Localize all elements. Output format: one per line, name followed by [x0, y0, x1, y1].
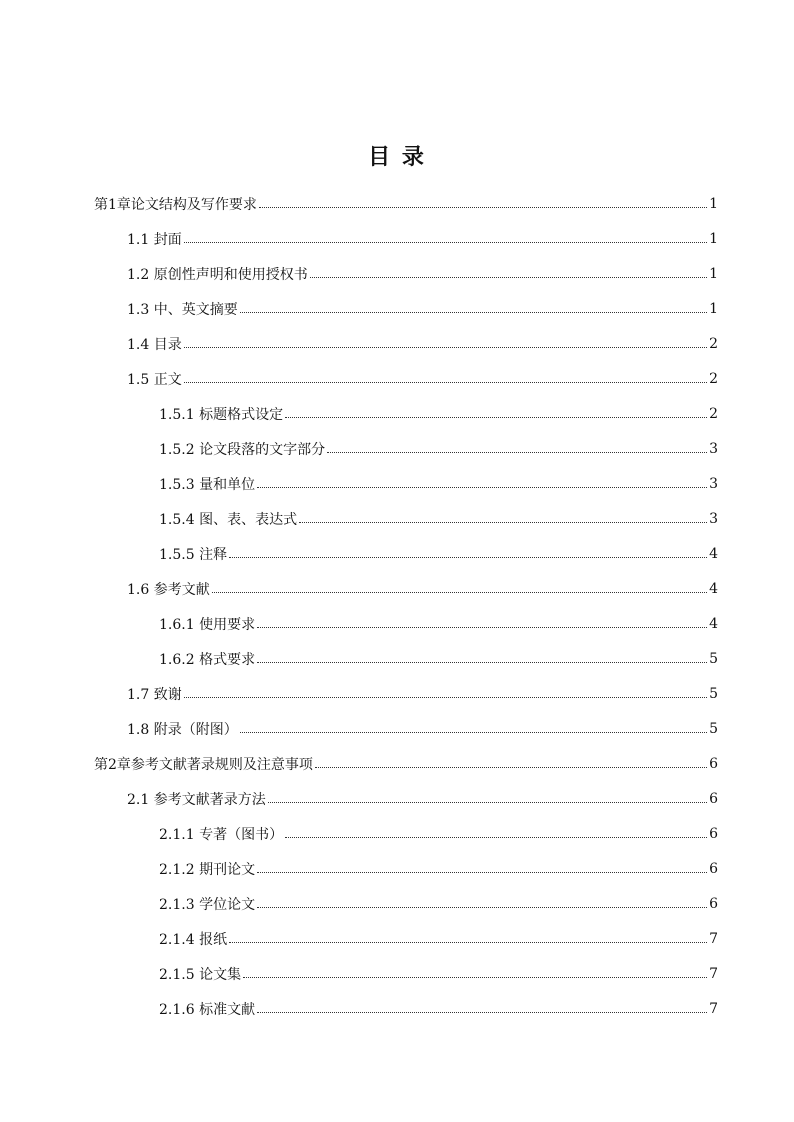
toc-entry-title: 2.1 参考文献著录方法: [127, 791, 266, 808]
toc-entry-title: 第2章参考文献著录规则及注意事项: [94, 756, 313, 773]
toc-entry-page-number: 1: [709, 230, 718, 247]
toc-entry-title: 1.5.5 注释: [159, 546, 228, 563]
toc-entry-title: 2.1.6 标准文献: [159, 1001, 256, 1018]
toc-entry-page-number: 6: [709, 825, 718, 842]
toc-entry[interactable]: [159, 956, 718, 991]
toc-entry-title: 2.1.1 专著（图书）: [159, 826, 284, 843]
toc-dot-leader: [229, 942, 707, 943]
toc-entry-title: 1.6.1 使用要求: [159, 616, 256, 633]
toc-entry[interactable]: [127, 781, 718, 816]
toc-dot-leader: [184, 242, 707, 243]
toc-entry[interactable]: [159, 466, 718, 501]
toc-dot-leader: [259, 207, 707, 208]
toc-entry-title: 2.1.5 论文集: [159, 966, 242, 983]
toc-entry[interactable]: [159, 886, 718, 921]
toc-entry[interactable]: [159, 501, 718, 536]
toc-entry-title: 1.6.2 格式要求: [159, 651, 256, 668]
toc-dot-leader: [257, 627, 707, 628]
toc-dot-leader: [257, 907, 707, 908]
toc-entry[interactable]: [127, 676, 718, 711]
toc-entry-page-number: 2: [709, 405, 718, 422]
toc-dot-leader: [315, 767, 707, 768]
toc-entry[interactable]: [94, 186, 718, 221]
toc-entry-page-number: 1: [709, 265, 718, 282]
toc-entry-page-number: 7: [709, 1000, 718, 1017]
toc-entry-page-number: 4: [709, 615, 718, 632]
toc-entry-page-number: 4: [709, 580, 718, 597]
toc-entry[interactable]: [127, 221, 718, 256]
toc-dot-leader: [184, 697, 707, 698]
toc-dot-leader: [285, 417, 707, 418]
toc-entry-title: 2.1.2 期刊论文: [159, 861, 256, 878]
toc-entry-title: 1.6 参考文献: [127, 581, 210, 598]
toc-entry[interactable]: [127, 256, 718, 291]
toc-dot-leader: [240, 312, 707, 313]
toc-dot-leader: [240, 732, 707, 733]
toc-entry[interactable]: [159, 816, 718, 851]
toc-dot-leader: [212, 592, 707, 593]
toc-entry[interactable]: [159, 921, 718, 956]
toc-entry-page-number: 6: [709, 895, 718, 912]
toc-dot-leader: [184, 382, 707, 383]
toc-entry-page-number: 6: [709, 755, 718, 772]
toc-dot-leader: [257, 487, 707, 488]
toc-dot-leader: [257, 662, 707, 663]
toc-entry[interactable]: [94, 746, 718, 781]
toc-dot-leader: [268, 802, 707, 803]
toc-entry-title: 1.5.2 论文段落的文字部分: [159, 441, 326, 458]
toc-entry-page-number: 5: [709, 650, 718, 667]
toc-entry-page-number: 2: [709, 370, 718, 387]
toc-entry[interactable]: [127, 361, 718, 396]
toc-dot-leader: [257, 1012, 707, 1013]
toc-entry-page-number: 3: [709, 440, 718, 457]
toc-entry-title: 1.2 原创性声明和使用授权书: [127, 266, 308, 283]
toc-entry-page-number: 6: [709, 860, 718, 877]
toc-entry[interactable]: [159, 396, 718, 431]
toc-entry-page-number: 7: [709, 930, 718, 947]
toc-entry[interactable]: [127, 326, 718, 361]
toc-entry-title: 1.3 中、英文摘要: [127, 301, 238, 318]
toc-entry[interactable]: [127, 291, 718, 326]
toc-entry-page-number: 3: [709, 475, 718, 492]
toc-dot-leader: [184, 347, 707, 348]
toc-dot-leader: [257, 872, 707, 873]
toc-entry-title: 1.5 正文: [127, 371, 182, 388]
toc-entry-page-number: 1: [709, 300, 718, 317]
toc-entry-title: 2.1.4 报纸: [159, 931, 228, 948]
toc-entry-title: 1.7 致谢: [127, 686, 182, 703]
toc-entry[interactable]: [127, 571, 718, 606]
toc-entry-page-number: 5: [709, 720, 718, 737]
toc-entry-page-number: 6: [709, 790, 718, 807]
toc-entry-page-number: 7: [709, 965, 718, 982]
toc-entry[interactable]: [159, 431, 718, 466]
toc-dot-leader: [243, 977, 707, 978]
toc-entry-title: 1.5.3 量和单位: [159, 476, 256, 493]
toc-entry-title: 第1章论文结构及写作要求: [94, 196, 257, 213]
toc-entry-page-number: 1: [709, 195, 718, 212]
toc-entry[interactable]: [159, 641, 718, 676]
toc-entry-page-number: 3: [709, 510, 718, 527]
toc-dot-leader: [327, 452, 707, 453]
toc-entry-title: 1.8 附录（附图）: [127, 721, 238, 738]
toc-dot-leader: [310, 277, 707, 278]
page-title: 目 录: [368, 145, 426, 170]
toc-entry[interactable]: [159, 991, 718, 1026]
toc-entry[interactable]: [159, 606, 718, 641]
toc-dot-leader: [299, 522, 707, 523]
toc-entry[interactable]: [127, 711, 718, 746]
toc-entry[interactable]: [159, 851, 718, 886]
toc-entry-title: 1.5.4 图、表、表达式: [159, 511, 298, 528]
toc-entry-title: 2.1.3 学位论文: [159, 896, 256, 913]
toc-entry-title: 1.5.1 标题格式设定: [159, 406, 284, 423]
toc-entry[interactable]: [159, 536, 718, 571]
toc-entry-page-number: 5: [709, 685, 718, 702]
toc-entry-title: 1.1 封面: [127, 231, 182, 248]
toc-entry-page-number: 2: [709, 335, 718, 352]
toc-entry-page-number: 4: [709, 545, 718, 562]
toc-dot-leader: [285, 837, 707, 838]
toc-entry-title: 1.4 目录: [127, 336, 182, 353]
toc-dot-leader: [229, 557, 707, 558]
